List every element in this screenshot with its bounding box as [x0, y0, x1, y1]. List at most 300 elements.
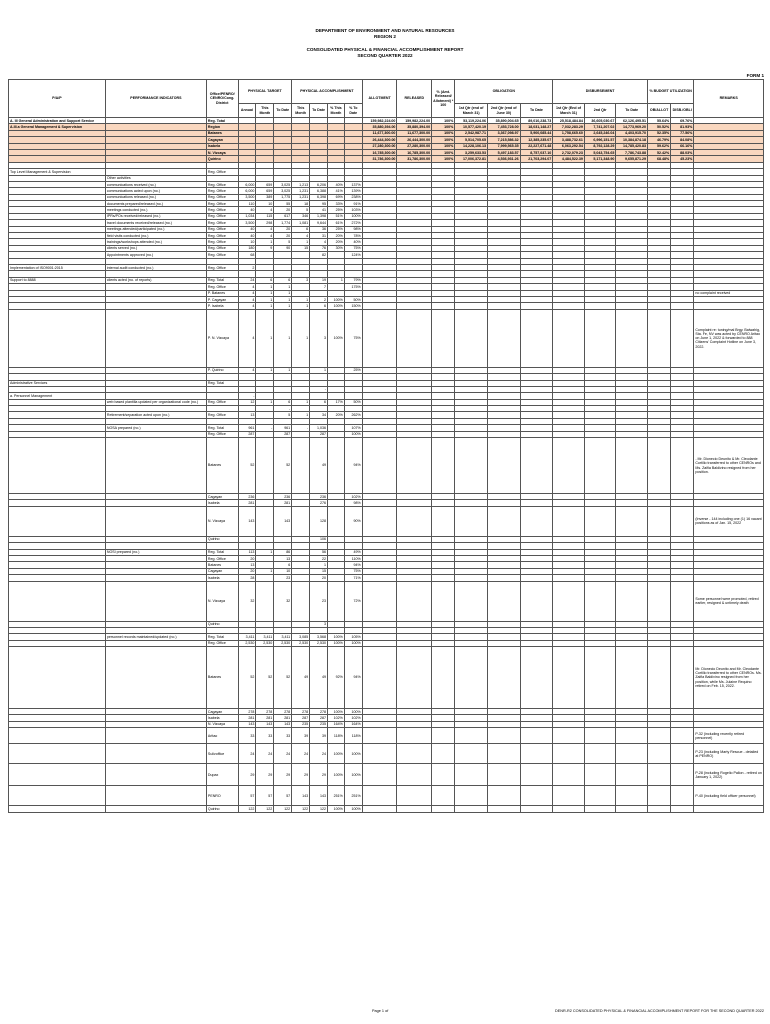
table-cell: 12 — [238, 399, 256, 405]
table-cell: 34 — [310, 412, 328, 418]
table-cell: 100% — [327, 634, 344, 640]
table-cell — [327, 506, 344, 536]
table-cell: Administrative Services — [9, 380, 106, 386]
table-cell: 3 — [292, 277, 310, 283]
col-disbursement: DISBURSEMENT — [553, 80, 648, 104]
col-pt-this-month: This Month — [256, 104, 274, 118]
table-cell: 33 — [256, 728, 274, 744]
table-cell: 7,741,207.02 — [584, 124, 616, 130]
table-cell: 6,000 — [238, 188, 256, 194]
table-cell — [362, 806, 397, 812]
table-cell: Isabela — [206, 715, 238, 721]
table-cell: 91% — [344, 201, 362, 207]
table-cell: 94% — [344, 647, 362, 709]
header-line-4: SECOND QUARTER 2022 — [357, 53, 413, 58]
col-pt-annual: Annual — [238, 104, 256, 118]
table-cell: Reg. Office — [206, 264, 238, 270]
table-cell: 278 — [274, 709, 292, 715]
table-cell — [487, 438, 520, 494]
table-cell: 1,081 — [292, 220, 310, 226]
table-cell: P. Isabela — [206, 303, 238, 309]
table-cell: A. III General Administration and Support Service — [9, 118, 106, 124]
table-cell — [616, 647, 648, 709]
table-cell: 143 — [256, 721, 274, 727]
col-dis-obl: DISB./OBLI — [671, 104, 694, 118]
table-cell: 14,773,969.20 — [616, 124, 648, 130]
table-cell: 287 — [274, 431, 292, 437]
table-cell: 143 — [274, 721, 292, 727]
table-cell: 23 — [310, 581, 328, 621]
col-physical-target: PHYSICAL TARGET — [238, 80, 292, 104]
table-cell: 90% — [344, 506, 362, 536]
table-cell — [105, 744, 206, 764]
table-cell: 281 — [238, 715, 256, 721]
table-cell: 52.35% — [648, 130, 671, 136]
table-cell: 3,568 — [310, 634, 328, 640]
table-cell: 52 — [256, 647, 274, 709]
table-cell: 4,403,915.70 — [616, 130, 648, 136]
table-cell — [432, 744, 455, 764]
table-cell: 4 — [238, 284, 256, 290]
table-cell: P-23 (including Marty Rescue - detailed at PENRO) — [694, 744, 764, 764]
table-cell: P. N. Vizcaya — [206, 309, 238, 367]
table-cell — [584, 728, 616, 744]
table-cell: Reg. Office — [206, 226, 238, 232]
table-cell: 59.62% — [648, 143, 671, 149]
col-allotment: ALLOTMENT — [362, 80, 397, 118]
table-cell: 281 — [274, 500, 292, 506]
table-cell — [553, 438, 585, 494]
table-cell — [648, 581, 671, 621]
table-cell — [455, 806, 488, 812]
table-cell: Reg. Office — [206, 194, 238, 200]
table-cell: 1 — [310, 367, 328, 373]
table-cell: 4 — [256, 207, 274, 213]
col-pct-released: % (Amt. Released/ Allotment) * 100 — [432, 80, 455, 118]
table-cell: Reg. Office — [206, 431, 238, 437]
table-cell: 94% — [344, 438, 362, 494]
table-cell: 100% — [432, 156, 455, 162]
table-cell: 19 — [310, 277, 328, 283]
table-cell: 6,206 — [310, 181, 328, 187]
table-cell: 100% — [327, 309, 344, 367]
table-cell — [671, 647, 694, 709]
table-cell — [520, 647, 553, 709]
table-cell — [648, 786, 671, 806]
table-cell: NOSA prepared (no.) — [105, 425, 206, 431]
table-cell: 16,785,300.00 — [397, 149, 432, 155]
table-cell — [553, 786, 585, 806]
table-cell: 29 — [274, 764, 292, 786]
table-cell — [105, 806, 206, 812]
table-cell: 46.79% — [648, 137, 671, 143]
table-cell: 25% — [327, 226, 344, 232]
table-cell: 1,213 — [292, 181, 310, 187]
table-cell: 39 — [310, 728, 328, 744]
report-table — [8, 79, 764, 813]
table-cell — [616, 438, 648, 494]
table-cell: 6 — [292, 226, 310, 232]
table-cell: 100% — [432, 143, 455, 149]
table-cell: 7,999,565.35 — [487, 143, 520, 149]
table-cell: 1 — [256, 303, 274, 309]
table-cell: 24 — [274, 744, 292, 764]
table-cell: 66.16% — [671, 143, 694, 149]
table-cell: 4 — [310, 239, 328, 245]
table-cell: 100% — [432, 149, 455, 155]
table-cell: Dupax — [206, 764, 238, 786]
table-cell — [616, 806, 648, 812]
table-cell: 617 — [274, 213, 292, 219]
table-cell — [553, 744, 585, 764]
table-cell — [362, 764, 397, 786]
table-cell: Reg. Office — [206, 220, 238, 226]
table-cell: 6 — [274, 277, 292, 283]
table-row — [9, 806, 764, 812]
table-cell: Some personnel were promoted, retired earlier, resigned & untimely death — [694, 581, 764, 621]
table-cell: 52 — [238, 438, 256, 494]
table-cell — [362, 438, 397, 494]
table-cell — [256, 581, 274, 621]
table-cell: 41% — [327, 188, 344, 194]
table-cell: 128 — [310, 506, 328, 536]
table-cell: 1,231 — [292, 194, 310, 200]
table-cell: 6,063,292.54 — [553, 143, 585, 149]
table-cell: 4,484,522.39 — [553, 156, 585, 162]
table-cell: 235 — [292, 721, 310, 727]
table-cell: A.III.a General Management & Supervision — [9, 124, 106, 130]
col-ob-allot: OB/ALLOT — [648, 104, 671, 118]
table-cell: 3,411 — [256, 634, 274, 640]
table-cell: 1 — [256, 568, 274, 574]
table-cell: Reg. Total — [206, 380, 238, 386]
table-cell: 45.23% — [671, 156, 694, 162]
col-pap: P/A/P — [9, 80, 106, 118]
col-budget-util: % BUDGET UTILIZATION — [648, 80, 694, 104]
table-cell: - — [292, 425, 310, 431]
table-cell: 236 — [310, 494, 328, 500]
table-cell: 29 — [256, 764, 274, 786]
table-cell: 35,890,004.65 — [487, 118, 520, 124]
table-cell — [362, 506, 397, 536]
table-row — [9, 309, 764, 367]
table-cell: 98% — [344, 226, 362, 232]
table-cell — [105, 309, 206, 367]
table-cell: 15 — [310, 568, 328, 574]
table-cell: 20 — [310, 575, 328, 581]
table-cell: 251% — [344, 786, 362, 806]
table-cell — [584, 309, 616, 367]
table-cell: 50% — [344, 399, 362, 405]
form-number: FORM 1 — [746, 73, 764, 78]
table-cell: 14,228,106.13 — [455, 143, 488, 149]
table-cell — [648, 438, 671, 494]
table-cell: 35,880,394.00 — [397, 124, 432, 130]
table-cell: 16,785,300.00 — [362, 149, 397, 155]
table-cell: 2,530 — [274, 640, 292, 646]
table-cell: 69.76% — [671, 118, 694, 124]
table-cell: 143 — [238, 506, 256, 536]
table-cell: 1 — [274, 309, 292, 367]
table-cell: 56 — [310, 549, 328, 555]
table-cell: 20 — [238, 555, 256, 561]
table-cell: 1 — [292, 296, 310, 302]
table-cell: 36,605,030.67 — [584, 118, 616, 124]
table-cell: 25% — [327, 207, 344, 213]
table-cell — [648, 728, 671, 744]
table-cell — [432, 728, 455, 744]
col-obligation: OBLIGATION — [455, 80, 553, 104]
table-cell: 5,514,705.65 — [455, 137, 488, 143]
col-pa-this-month: This Month — [292, 104, 310, 118]
table-cell: Quirino — [206, 156, 238, 162]
table-cell — [455, 764, 488, 786]
table-cell: 4 — [256, 233, 274, 239]
table-cell — [553, 506, 585, 536]
table-cell: Reg. Office — [206, 239, 238, 245]
table-row — [9, 764, 764, 786]
table-cell: 107% — [344, 425, 362, 431]
table-cell — [616, 744, 648, 764]
table-cell: 28 — [238, 575, 256, 581]
table-cell: 6,398 — [310, 194, 328, 200]
table-cell: 100% — [344, 213, 362, 219]
table-cell: 41 — [310, 207, 328, 213]
table-cell: 7,453,728.00 — [487, 124, 520, 130]
table-cell: 92% — [327, 647, 344, 709]
table-cell: 1 — [292, 309, 310, 367]
table-cell: 122 — [292, 806, 310, 812]
table-cell: Isabela — [206, 575, 238, 581]
table-cell: 72% — [344, 581, 362, 621]
table-cell: 6,388 — [310, 188, 328, 194]
table-cell: 961 — [274, 425, 292, 431]
table-cell: 159,982,224.00 — [397, 118, 432, 124]
table-cell: 5,497,183.57 — [487, 149, 520, 155]
table-cell: 278 — [256, 709, 274, 715]
table-cell: 1 — [274, 303, 292, 309]
table-cell — [432, 786, 455, 806]
table-cell: 10 — [256, 201, 274, 207]
table-cell: 98% — [344, 500, 362, 506]
table-cell: - — [238, 393, 256, 399]
table-cell: 78% — [344, 233, 362, 239]
table-cell: 100% — [327, 744, 344, 764]
table-cell — [616, 506, 648, 536]
table-cell — [397, 438, 432, 494]
table-cell — [616, 309, 648, 367]
table-cell: 90 — [274, 245, 292, 251]
table-cell: 79% — [344, 277, 362, 283]
table-cell — [553, 581, 585, 621]
table-cell: 272% — [344, 220, 362, 226]
table-cell — [648, 764, 671, 786]
table-cell: 6,000 — [238, 181, 256, 187]
table-cell: 49% — [344, 549, 362, 555]
table-cell: 110% — [344, 555, 362, 561]
table-cell: 124% — [344, 252, 362, 258]
table-cell: meetings conducted (no.) — [105, 207, 206, 213]
table-cell: 55 — [274, 201, 292, 207]
table-cell — [397, 786, 432, 806]
table-cell: 40 — [238, 226, 256, 232]
table-cell: 68 — [238, 252, 256, 258]
table-cell: 2,530 — [310, 640, 328, 646]
table-cell: 122 — [310, 806, 328, 812]
table-cell: 51% — [327, 213, 344, 219]
table-cell: a. Personnel Management — [9, 393, 106, 399]
table-cell — [362, 786, 397, 806]
table-cell: 110 — [238, 201, 256, 207]
table-cell: 35,880,394.00 — [362, 124, 397, 130]
table-cell: 100% — [344, 744, 362, 764]
table-cell — [584, 438, 616, 494]
col-pa-pct-date: % To Date — [344, 104, 362, 118]
table-cell — [432, 506, 455, 536]
table-cell: 20 — [238, 568, 256, 574]
table-cell: 389 — [256, 194, 274, 200]
table-cell: 2,645,246.04 — [584, 130, 616, 136]
table-cell: 118% — [344, 728, 362, 744]
table-cell: Top Level Management & Supervision — [9, 169, 106, 175]
table-cell: 3,367,098.97 — [487, 130, 520, 136]
table-cell — [455, 581, 488, 621]
table-cell: 164% — [327, 721, 344, 727]
table-cell: P. Batanes — [206, 290, 238, 296]
table-cell: Reg. Office — [206, 245, 238, 251]
table-cell: 62,126,495.51 — [616, 118, 648, 124]
table-cell — [9, 309, 106, 367]
table-cell — [292, 581, 310, 621]
table-cell: 10,577,420.19 — [455, 124, 488, 130]
table-cell — [9, 786, 106, 806]
table-cell: Reg. Total — [206, 425, 238, 431]
table-cell — [584, 647, 616, 709]
table-cell: 143 — [292, 786, 310, 806]
table-cell: field visits conducted (no.) — [105, 233, 206, 239]
table-cell: Complaint re: tuning/mal Brgy. Balwahig, Sta. Fe, NV was acted by CENRO Aritao on June 1, 2022 & forwarded to 888 Citizens' Complaint Hotline on June 3, 2022. — [694, 309, 764, 367]
table-cell: - — [310, 386, 328, 392]
table-cell: 1 — [274, 290, 292, 296]
table-cell — [487, 806, 520, 812]
table-cell: 2 — [310, 296, 328, 302]
table-cell: 36 — [310, 226, 328, 232]
table-cell: 11,677,300.00 — [362, 130, 397, 136]
table-cell: Reg. Office — [206, 233, 238, 239]
table-cell — [9, 506, 106, 536]
table-cell: trainings/workshops attended (no.) — [105, 239, 206, 245]
col-ob-to-date: To Date — [520, 104, 553, 118]
table-row — [9, 581, 764, 621]
table-cell: 3,025 — [274, 181, 292, 187]
table-cell — [292, 506, 310, 536]
table-cell: 50% — [344, 296, 362, 302]
table-cell: clients acted (no. of reports) — [105, 277, 206, 283]
table-cell — [362, 728, 397, 744]
table-cell: 1 — [256, 290, 274, 296]
table-cell: 2,732,079.23 — [553, 149, 585, 155]
table-cell: 11,677,300.00 — [397, 130, 432, 136]
table-cell: 122 — [256, 806, 274, 812]
table-cell: 52 — [238, 647, 256, 709]
table-cell — [520, 786, 553, 806]
table-cell: N. Vizcaya — [206, 721, 238, 727]
table-cell: 159,982,224.00 — [362, 118, 397, 124]
table-cell: 76 — [310, 245, 328, 251]
table-cell: 251% — [327, 786, 344, 806]
table-cell: 100% — [432, 124, 455, 130]
table-cell: 262% — [344, 412, 362, 418]
table-cell: 1 — [256, 284, 274, 290]
table-cell: Batanes — [206, 130, 238, 136]
header-line-3: CONSOLIDATED PHYSICAL & FINANCIAL ACCOMPLISHMENT REPORT — [306, 47, 464, 52]
table-cell: 5,900,085.44 — [520, 130, 553, 136]
table-cell: 287 — [310, 431, 328, 437]
table-cell: 30% — [327, 245, 344, 251]
table-cell: 53,119,224.06 — [455, 118, 488, 124]
table-cell: 49 — [310, 438, 328, 494]
table-cell: 3,025 — [274, 188, 292, 194]
table-cell: 105% — [344, 634, 362, 640]
table-cell: 61% — [327, 220, 344, 226]
col-office: Office/PENRO/ CENRO/Cong. District — [206, 80, 238, 118]
table-cell: 175% — [344, 284, 362, 290]
table-cell — [487, 764, 520, 786]
table-cell: Reg. Office — [206, 169, 238, 175]
table-cell: 29 — [238, 764, 256, 786]
table-cell: Isabela — [206, 143, 238, 149]
table-cell: 33 — [274, 728, 292, 744]
table-cell: Reg. Total — [206, 277, 238, 283]
table-cell: P-40 (including field officer personnel) — [694, 786, 764, 806]
table-cell: 17% — [327, 399, 344, 405]
table-cell: 298 — [256, 220, 274, 226]
table-cell: 71% — [344, 575, 362, 581]
table-cell: 1 — [274, 284, 292, 290]
table-cell: documents prepared/released (no.) — [105, 201, 206, 207]
table-cell — [397, 581, 432, 621]
table-cell: 5 — [274, 239, 292, 245]
table-cell: 4 — [238, 309, 256, 367]
table-cell: 26,444,300.00 — [362, 137, 397, 143]
table-cell: web based plantilla updated per organizational code (no.) — [105, 399, 206, 405]
table-cell — [671, 728, 694, 744]
col-pa-pct-month: % This Month — [327, 104, 344, 118]
table-cell: 24 — [238, 744, 256, 764]
table-cell: 49 — [310, 647, 328, 709]
col-released: RELEASED — [397, 80, 432, 118]
table-cell: 77.56% — [671, 130, 694, 136]
table-cell: 3 — [310, 309, 328, 367]
table-cell — [553, 728, 585, 744]
table-cell: 7 — [310, 284, 328, 290]
table-cell: 52 — [274, 647, 292, 709]
table-cell — [520, 438, 553, 494]
table-cell — [553, 309, 585, 367]
table-cell — [362, 647, 397, 709]
table-cell: 961 — [238, 425, 256, 431]
table-cell: 52 — [274, 438, 292, 494]
table-cell: 88.03% — [671, 149, 694, 155]
table-cell: Cagayan — [206, 137, 238, 143]
table-cell: 659 — [256, 181, 274, 187]
table-cell — [520, 581, 553, 621]
table-cell: 1,398 — [310, 213, 328, 219]
table-cell: 1,034 — [238, 213, 256, 219]
table-cell: 100% — [344, 640, 362, 646]
table-cell: 10,384,874.18 — [616, 137, 648, 143]
table-cell: internal audit conducted (no.) — [105, 264, 206, 270]
